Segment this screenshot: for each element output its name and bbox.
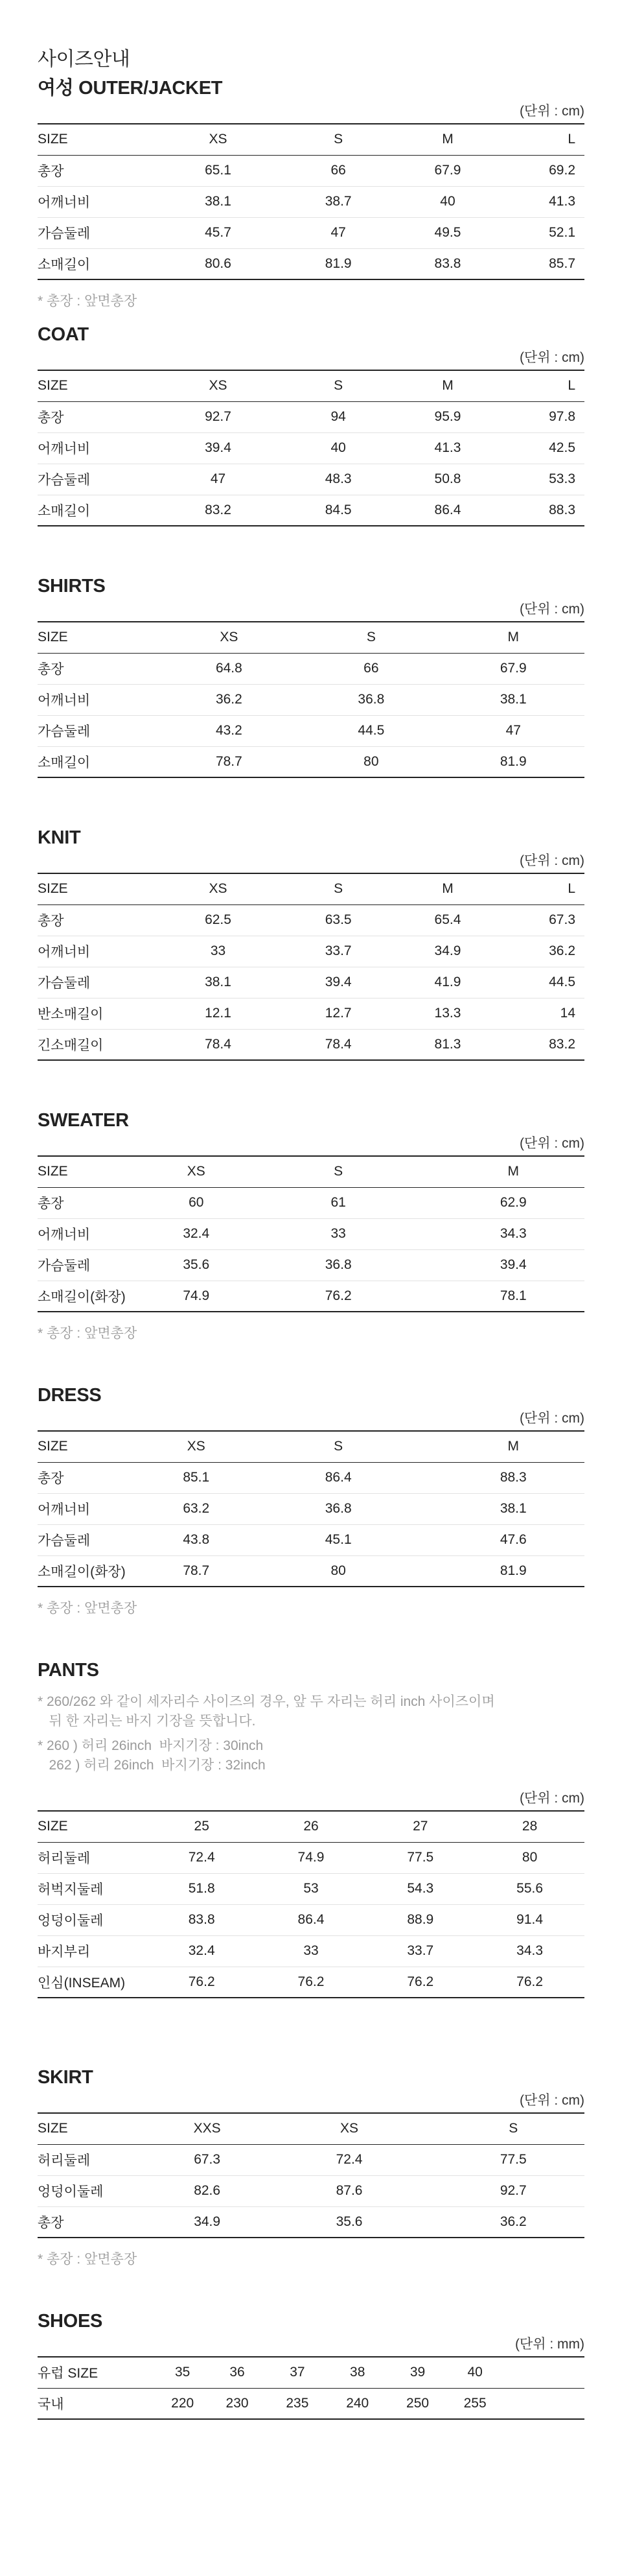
table-row xyxy=(38,186,584,217)
table-header-cell: XS xyxy=(158,1431,235,1462)
section-title: SHOES xyxy=(38,2311,103,2332)
section-shirts xyxy=(38,574,584,826)
table-cell: 66 xyxy=(330,163,346,178)
table-header-cell: XXS xyxy=(158,2113,257,2144)
table-cell: 83.8 xyxy=(398,248,497,279)
row-label: 어깨너비 xyxy=(38,1493,158,1524)
table-cell: 64.8 xyxy=(215,661,242,676)
table-cell: 35.6 xyxy=(158,1249,235,1281)
table-header-cell: SIZE xyxy=(38,370,158,401)
row-label: 허리둘레 xyxy=(38,1851,91,1866)
table-header-cell: M xyxy=(443,1431,584,1462)
table-cell: 54.3 xyxy=(365,1873,475,1904)
table-header-row xyxy=(38,1811,584,1842)
table-cell: 81.9 xyxy=(443,1555,584,1587)
table-cell: 34.9 xyxy=(398,936,497,967)
table-cell: 40 xyxy=(398,186,497,217)
table-row xyxy=(38,1218,584,1249)
table-row xyxy=(38,1281,584,1312)
unit-label: (단위 : cm) xyxy=(519,350,584,365)
table-cell: 36.8 xyxy=(235,1493,443,1524)
table-header-cell: 39 xyxy=(387,2357,448,2388)
unit-label: (단위 : cm) xyxy=(519,602,584,617)
table-cell: 50.8 xyxy=(398,464,497,495)
size-note: * 260 ) 허리 26inch 바지기장 : 30inch xyxy=(38,1738,264,1753)
table-row xyxy=(38,2175,584,2206)
table-row xyxy=(38,1555,584,1587)
table-cell: 76.2 xyxy=(475,1967,584,1998)
table-row xyxy=(38,1967,584,1998)
table-cell: 49.5 xyxy=(398,217,497,248)
size-table-outer xyxy=(38,123,584,280)
table-cell: 83.2 xyxy=(158,495,279,526)
table-cell: 72.4 xyxy=(188,1850,215,1865)
table-cell: 74.9 xyxy=(297,1850,325,1865)
table-cell: 36.2 xyxy=(443,2206,584,2238)
table-header-cell: S xyxy=(278,124,398,155)
table-row xyxy=(38,998,584,1029)
row-label: 허벅지둘레 xyxy=(38,1873,147,1904)
row-label: 총장 xyxy=(38,2206,158,2238)
table-header-cell: S xyxy=(235,1156,443,1187)
table-cell: 240 xyxy=(346,2395,369,2411)
table-header-cell: S xyxy=(278,873,398,904)
table-row xyxy=(38,401,584,432)
section-title: SHIRTS xyxy=(38,576,106,597)
table-header-cell: SIZE xyxy=(38,873,158,904)
table-header-cell: SIZE xyxy=(38,124,158,155)
table-cell: 40 xyxy=(278,432,398,464)
row-label: 허리둘레 xyxy=(38,2153,91,2168)
row-label: 어깨너비 xyxy=(38,684,158,715)
table-cell: 77.5 xyxy=(500,2152,527,2167)
table-cell: 81.3 xyxy=(398,1029,497,1060)
table-row xyxy=(38,217,584,248)
size-table-shoes xyxy=(38,2356,584,2420)
table-row xyxy=(38,1873,584,1904)
row-label: 소매길이(화장) xyxy=(38,1555,158,1587)
table-header-cell: SIZE xyxy=(38,622,158,653)
row-label: 가슴둘레 xyxy=(38,1524,158,1555)
table-row xyxy=(38,1187,584,1218)
size-table-skirt xyxy=(38,2112,584,2238)
table-cell: 85.7 xyxy=(497,248,584,279)
size-note: * 총장 : 앞면총장 xyxy=(38,294,137,309)
table-cell: 42.5 xyxy=(497,432,584,464)
table-header-cell: 28 xyxy=(475,1811,584,1842)
table-cell: 45.1 xyxy=(235,1524,443,1555)
table-cell: 250 xyxy=(406,2395,430,2411)
table-cell: 43.2 xyxy=(158,715,300,746)
table-header-cell: SIZE xyxy=(38,1431,158,1462)
table-cell: 85.1 xyxy=(183,1470,210,1485)
table-cell: 63.2 xyxy=(158,1493,235,1524)
table-cell: 77.5 xyxy=(407,1850,434,1865)
table-header-cell: L xyxy=(497,124,584,155)
section-title: 여성 OUTER/JACKET xyxy=(38,78,223,99)
table-cell: 38.1 xyxy=(443,684,584,715)
table-cell: 33 xyxy=(235,1218,443,1249)
table-row xyxy=(38,653,584,684)
table-cell: 92.7 xyxy=(443,2175,584,2206)
table-cell: 86.4 xyxy=(257,1904,366,1935)
table-cell: 66 xyxy=(363,661,379,676)
section-outer xyxy=(38,77,584,323)
table-cell: 41.9 xyxy=(398,967,497,998)
table-header-cell: SIZE xyxy=(38,2113,158,2144)
table-row xyxy=(38,1842,584,1873)
section-shoes xyxy=(38,2310,584,2465)
section-pants xyxy=(38,1659,584,2066)
table-header-cell: S xyxy=(278,370,398,401)
table-cell: 82.6 xyxy=(158,2175,257,2206)
table-row xyxy=(38,248,584,279)
table-cell: 52.1 xyxy=(497,217,584,248)
table-cell: 78.7 xyxy=(158,746,300,777)
table-cell: 67.3 xyxy=(194,2152,221,2167)
row-label: 가슴둘레 xyxy=(38,715,158,746)
row-label: 어깨너비 xyxy=(38,432,158,464)
table-header-cell: S xyxy=(443,2113,584,2144)
row-label: 엉덩이둘레 xyxy=(38,2175,158,2206)
table-header-row xyxy=(38,1431,584,1462)
row-label: 총장 xyxy=(38,1471,64,1486)
table-cell: 76.2 xyxy=(365,1967,475,1998)
table-cell: 38.7 xyxy=(278,186,398,217)
table-header-cell: 40 xyxy=(448,2357,502,2388)
page-title: 사이즈안내 xyxy=(38,49,130,70)
table-cell: 81.9 xyxy=(278,248,398,279)
table-cell: 67.3 xyxy=(549,912,575,927)
size-note: 262 ) 허리 26inch 바지기장 : 32inch xyxy=(38,1758,266,1773)
table-cell: 33 xyxy=(158,936,279,967)
table-cell: 80 xyxy=(300,746,442,777)
section-title: SKIRT xyxy=(38,2067,93,2088)
row-label: 반소매길이 xyxy=(38,998,158,1029)
table-cell: 14 xyxy=(497,998,584,1029)
table-cell: 87.6 xyxy=(257,2175,443,2206)
table-header-cell: M xyxy=(398,124,497,155)
size-table-coat xyxy=(38,370,584,526)
section-skirt xyxy=(38,2066,584,2310)
table-header-cell: S xyxy=(235,1431,443,1462)
table-cell: 88.3 xyxy=(500,1470,527,1485)
table-cell: 32.4 xyxy=(147,1935,257,1967)
row-label: 가슴둘레 xyxy=(38,217,158,248)
table-row xyxy=(38,746,584,777)
table-cell: 43.8 xyxy=(158,1524,235,1555)
table-row xyxy=(38,967,584,998)
size-table-sweater xyxy=(38,1155,584,1312)
table-cell: 61 xyxy=(330,1195,346,1210)
section-dress xyxy=(38,1384,584,1659)
row-label: 가슴둘레 xyxy=(38,967,158,998)
row-label: 총장 xyxy=(38,662,64,677)
table-header-cell: XS xyxy=(158,873,279,904)
table-cell: 41.3 xyxy=(497,186,584,217)
table-cell: 92.7 xyxy=(205,409,231,424)
size-table-pants xyxy=(38,1810,584,1998)
table-cell: 47 xyxy=(158,464,279,495)
row-label: 소매길이 xyxy=(38,495,158,526)
table-cell: 81.9 xyxy=(443,746,584,777)
table-cell: 86.4 xyxy=(398,495,497,526)
table-cell: 38.1 xyxy=(158,186,279,217)
row-label: 어깨너비 xyxy=(38,936,158,967)
size-note: * 총장 : 앞면총장 xyxy=(38,1601,137,1616)
table-cell: 95.9 xyxy=(434,409,461,424)
table-header-row xyxy=(38,1156,584,1187)
table-header-row xyxy=(38,370,584,401)
table-cell: 45.7 xyxy=(158,217,279,248)
table-header-cell: M xyxy=(398,370,497,401)
table-cell: 51.8 xyxy=(147,1873,257,1904)
table-cell: 76.2 xyxy=(257,1967,366,1998)
table-row xyxy=(38,495,584,526)
table-header-cell: M xyxy=(443,1156,584,1187)
unit-label: (단위 : cm) xyxy=(519,2093,584,2108)
size-table-shirts xyxy=(38,621,584,778)
table-row xyxy=(38,432,584,464)
row-label: 소매길이 xyxy=(38,746,158,777)
table-cell: 44.5 xyxy=(300,715,442,746)
table-row xyxy=(38,684,584,715)
table-header-cell: XS xyxy=(158,622,300,653)
table-header-cell: 26 xyxy=(257,1811,366,1842)
size-table-dress xyxy=(38,1430,584,1587)
table-cell: 34.9 xyxy=(158,2206,257,2238)
table-cell: 86.4 xyxy=(325,1470,352,1485)
table-header-row xyxy=(38,622,584,653)
table-cell: 13.3 xyxy=(398,998,497,1029)
table-cell: 76.2 xyxy=(235,1281,443,1312)
table-cell: 33 xyxy=(257,1935,366,1967)
table-row xyxy=(38,1524,584,1555)
table-cell: 36.2 xyxy=(158,684,300,715)
row-label: 국내 xyxy=(38,2396,64,2412)
table-cell: 47 xyxy=(278,217,398,248)
section-title: DRESS xyxy=(38,1385,102,1406)
row-label: 바지부리 xyxy=(38,1935,147,1967)
table-cell: 44.5 xyxy=(497,967,584,998)
table-header-cell: 27 xyxy=(365,1811,475,1842)
table-row xyxy=(38,1493,584,1524)
table-header-cell: M xyxy=(398,873,497,904)
table-row xyxy=(38,1904,584,1935)
table-cell: 39.4 xyxy=(443,1249,584,1281)
section-title: PANTS xyxy=(38,1660,99,1681)
table-row xyxy=(38,1462,584,1493)
row-label: 총장 xyxy=(38,1196,64,1211)
table-cell: 72.4 xyxy=(336,2152,363,2167)
unit-label: (단위 : mm) xyxy=(514,2337,584,2352)
table-cell: 62.9 xyxy=(500,1195,527,1210)
table-cell: 97.8 xyxy=(549,409,575,424)
table-cell: 78.1 xyxy=(443,1281,584,1312)
table-cell: 38.1 xyxy=(443,1493,584,1524)
size-note: * 총장 : 앞면총장 xyxy=(38,2252,137,2267)
table-cell: 53 xyxy=(257,1873,366,1904)
table-cell: 220 xyxy=(171,2395,194,2411)
unit-label: (단위 : cm) xyxy=(519,104,584,119)
table-cell: 53.3 xyxy=(497,464,584,495)
size-note: * 260/262 와 같이 세자리수 사이즈의 경우, 앞 두 자리는 허리 inch 사이즈이며 xyxy=(38,1694,495,1709)
table-cell: 76.2 xyxy=(147,1967,257,1998)
table-cell: 69.2 xyxy=(549,163,575,178)
table-row xyxy=(38,155,584,186)
table-cell: 230 xyxy=(225,2395,249,2411)
table-row xyxy=(38,1249,584,1281)
size-note: * 총장 : 앞면총장 xyxy=(38,1326,137,1341)
row-label: 소매길이(화장) xyxy=(38,1281,158,1312)
row-label: 어깨너비 xyxy=(38,186,158,217)
table-cell: 255 xyxy=(463,2395,487,2411)
table-cell: 78.7 xyxy=(158,1555,235,1587)
table-header-row xyxy=(38,873,584,904)
table-cell: 12.1 xyxy=(158,998,279,1029)
table-cell: 67.9 xyxy=(434,163,461,178)
row-label: 총장 xyxy=(38,914,64,928)
table-header-row xyxy=(38,2357,584,2388)
table-header-cell: L xyxy=(497,873,584,904)
table-header-cell: XS xyxy=(158,1156,235,1187)
table-cell: 63.5 xyxy=(325,912,352,927)
section-coat xyxy=(38,323,584,574)
table-cell: 88.3 xyxy=(497,495,584,526)
table-cell: 48.3 xyxy=(278,464,398,495)
table-header-cell: L xyxy=(497,370,584,401)
table-header-cell: XS xyxy=(158,370,279,401)
table-cell: 88.9 xyxy=(365,1904,475,1935)
table-cell: 36.2 xyxy=(497,936,584,967)
table-header-cell: 25 xyxy=(147,1811,257,1842)
row-label: 소매길이 xyxy=(38,248,158,279)
table-cell: 78.4 xyxy=(158,1029,279,1060)
unit-label: (단위 : cm) xyxy=(519,1136,584,1151)
table-cell: 80.6 xyxy=(158,248,279,279)
table-cell: 65.4 xyxy=(434,912,461,927)
table-header-cell: XS xyxy=(158,124,279,155)
row-label: 총장 xyxy=(38,164,64,179)
table-cell: 83.8 xyxy=(147,1904,257,1935)
pants-notes xyxy=(38,1692,584,1775)
table-row xyxy=(38,936,584,967)
table-cell: 33.7 xyxy=(365,1935,475,1967)
table-header-cell: XS xyxy=(257,2113,443,2144)
table-cell: 74.9 xyxy=(158,1281,235,1312)
row-label: 총장 xyxy=(38,410,64,425)
table-header-cell: S xyxy=(300,622,442,653)
table-cell: 12.7 xyxy=(278,998,398,1029)
size-table-knit xyxy=(38,873,584,1061)
section-sweater xyxy=(38,1109,584,1384)
section-knit xyxy=(38,826,584,1109)
table-cell: 84.5 xyxy=(278,495,398,526)
row-label: 가슴둘레 xyxy=(38,1249,158,1281)
table-cell: 38.1 xyxy=(158,967,279,998)
table-cell: 39.4 xyxy=(158,432,279,464)
row-label: 어깨너비 xyxy=(38,1218,158,1249)
table-row xyxy=(38,1029,584,1060)
table-row xyxy=(38,464,584,495)
table-header-cell: 38 xyxy=(327,2357,387,2388)
table-row xyxy=(38,1935,584,1967)
unit-label: (단위 : cm) xyxy=(519,1791,584,1806)
table-row xyxy=(38,2388,584,2419)
table-cell: 41.3 xyxy=(398,432,497,464)
table-cell: 39.4 xyxy=(278,967,398,998)
table-cell: 60 xyxy=(189,1195,204,1210)
row-label: 엉덩이둘레 xyxy=(38,1904,147,1935)
table-cell: 36.8 xyxy=(300,684,442,715)
table-row xyxy=(38,2206,584,2238)
table-cell: 235 xyxy=(286,2395,309,2411)
table-cell: 36.8 xyxy=(235,1249,443,1281)
table-cell: 94 xyxy=(330,409,346,424)
table-cell: 33.7 xyxy=(278,936,398,967)
table-header-cell: 유럽 SIZE xyxy=(38,2357,158,2388)
unit-label: (단위 : cm) xyxy=(519,853,584,868)
unit-label: (단위 : cm) xyxy=(519,1411,584,1426)
table-row xyxy=(38,904,584,936)
table-header-cell: SIZE xyxy=(38,1156,158,1187)
table-cell: 91.4 xyxy=(475,1904,584,1935)
table-cell: 80 xyxy=(522,1850,538,1865)
table-cell: 47.6 xyxy=(443,1524,584,1555)
table-cell: 34.3 xyxy=(443,1218,584,1249)
size-note: 뒤 한 자리는 바지 기장을 뜻합니다. xyxy=(38,1714,256,1729)
row-label: 가슴둘레 xyxy=(38,464,158,495)
table-header-cell: 36 xyxy=(207,2357,268,2388)
table-cell: 65.1 xyxy=(205,163,231,178)
table-cell: 80 xyxy=(235,1555,443,1587)
table-cell: 55.6 xyxy=(475,1873,584,1904)
table-header-cell: 37 xyxy=(267,2357,327,2388)
table-row xyxy=(38,715,584,746)
table-header-row xyxy=(38,2113,584,2144)
table-cell: 34.3 xyxy=(475,1935,584,1967)
table-cell: 78.4 xyxy=(278,1029,398,1060)
table-header-row xyxy=(38,124,584,155)
row-label: 긴소매길이 xyxy=(38,1029,158,1060)
table-header-cell: M xyxy=(443,622,584,653)
table-cell: 32.4 xyxy=(158,1218,235,1249)
section-title: SWEATER xyxy=(38,1110,129,1131)
section-title: KNIT xyxy=(38,827,81,848)
table-cell: 83.2 xyxy=(497,1029,584,1060)
table-cell: 35.6 xyxy=(257,2206,443,2238)
table-cell: 62.5 xyxy=(205,912,231,927)
row-label: 인심(INSEAM) xyxy=(38,1967,147,1998)
table-row xyxy=(38,2144,584,2175)
table-cell: 47 xyxy=(443,715,584,746)
table-header-cell: SIZE xyxy=(38,1811,147,1842)
table-header-cell: 35 xyxy=(158,2357,207,2388)
table-cell: 67.9 xyxy=(500,661,527,676)
section-title: COAT xyxy=(38,324,89,345)
